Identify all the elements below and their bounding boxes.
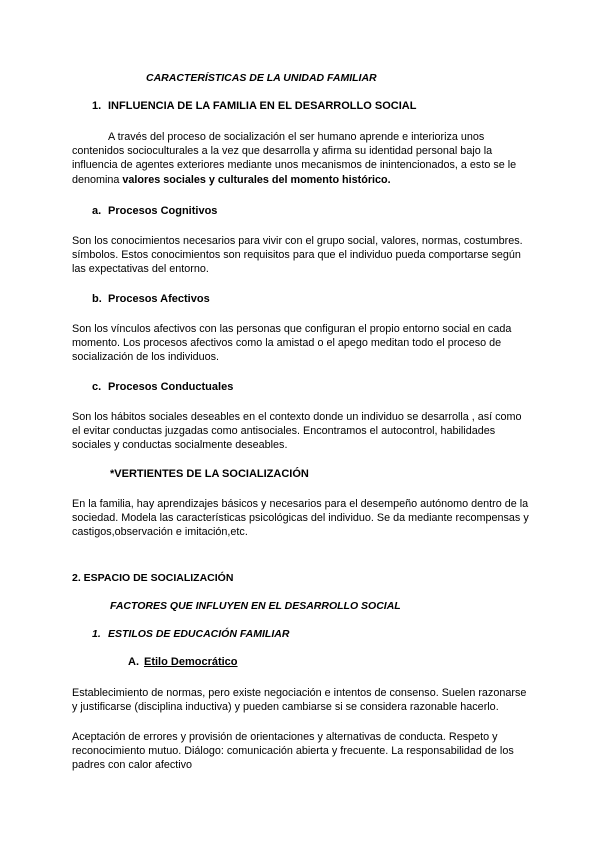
process-b-letter: b. (92, 293, 102, 305)
estilos-title: ESTILOS DE EDUCACIÓN FAMILIAR (108, 628, 290, 640)
factores-heading: FACTORES QUE INFLUYEN EN EL DESARROLLO SOCIAL (110, 600, 401, 612)
process-a-text: Son los conocimientos necesarios para vivir con el grupo social, valores, normas, costumbres. símbolos. Estos conocimientos son requisitos para que el individuo pueda comportarse según las expectativas del entorno. (72, 235, 523, 276)
vertientes-heading: *VERTIENTES DE LA SOCIALIZACIÓN (110, 468, 309, 480)
process-b-title: Procesos Afectivos (108, 293, 210, 305)
section-1-heading (92, 100, 416, 112)
process-a-title: Procesos Cognitivos (108, 205, 218, 217)
process-a-letter: a. (92, 205, 102, 217)
democratico-text-2: Aceptación de errores y provisión de orientaciones y alternativas de conducta. Respeto y reconocimiento mutuo. Diálogo: comunicación abierta y frecuente. La responsabilidad de los padres con calor afectivo (72, 731, 514, 772)
intro-text: A través del proceso de socialización el ser humano aprende e interioriza unos contenidos socioculturales a la vez que desarrolla y afirma su identidad personal bajo la influencia de agentes exteriores mediante unos mecanismos de inintencionados, a esto se le denomina (72, 131, 517, 186)
document-title: CARACTERÍSTICAS DE LA UNIDAD FAMILIAR (146, 72, 377, 84)
section-1-intro (72, 130, 532, 187)
democratico-text-1: Establecimiento de normas, pero existe negociación e intentos de consenso. Suelen razonarse y justificarse (disciplina inductiva) y pueden cambiarse si se considera razonable hacerlo. (72, 687, 527, 714)
process-c-heading (92, 381, 233, 393)
democratico-title: Etilo Democrático (144, 656, 238, 668)
democratico-heading (128, 656, 238, 668)
process-a-heading (92, 205, 217, 217)
section-1-title: INFLUENCIA DE LA FAMILIA EN EL DESARROLLO SOCIAL (108, 100, 417, 112)
process-c-title: Procesos Conductuales (108, 381, 234, 393)
process-b-heading (92, 293, 210, 305)
section-1-number: 1. (92, 100, 102, 112)
estilos-heading (92, 628, 289, 640)
democratico-letter: A. (128, 656, 139, 668)
section-2-heading: 2. ESPACIO DE SOCIALIZACIÓN (72, 572, 234, 584)
process-c-letter: c. (92, 381, 102, 393)
process-b-text: Son los vínculos afectivos con las personas que configuran el propio entorno social en cada momento. Los procesos afectivos como la amistad o el apego meditan todo el proceso de socialización de los individuos. (72, 323, 512, 364)
estilos-number: 1. (92, 628, 101, 640)
process-c-text: Son los hábitos sociales deseables en el contexto donde un individuo se desarrolla , así como el evitar conductas juzgadas como antisociales. Encontramos el autocontrol, habilidades sociales y conductas socialmente deseables. (72, 411, 522, 452)
vertientes-text: En la familia, hay aprendizajes básicos y necesarios para el desempeño autónomo dentro de la sociedad. Modela las características psicológicas del individuo. Se da mediante recompensas y castigos,observación e imitación,etc. (72, 498, 529, 539)
intro-bold-text: valores sociales y culturales del momento histórico. (122, 173, 391, 186)
